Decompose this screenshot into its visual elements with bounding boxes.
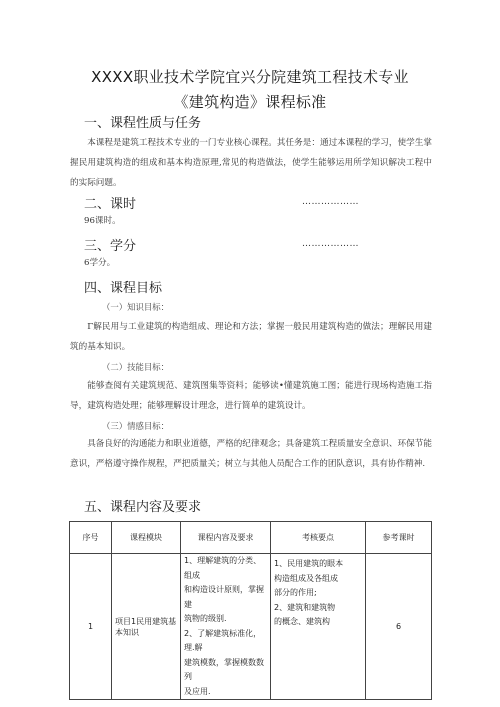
cell-points [271, 554, 366, 700]
section-heading-nature: 一、课程性质与任务 [84, 116, 202, 131]
cell-hours: 6 [366, 554, 432, 700]
header-module: 课程模块 [112, 522, 181, 554]
table-header-row [70, 522, 432, 554]
points-line: 构造组成及各组成 [274, 573, 338, 583]
content-line: 建筑模数，掌握模数数列 [184, 657, 264, 681]
skill-objective-label: （二）技能目标： [102, 362, 169, 372]
points-line: 的概念、建筑构 [274, 617, 330, 626]
section-heading-content: 五、课程内容及要求 [84, 500, 202, 515]
cell-module: 项目1民用建筑基本知识 [112, 554, 181, 700]
content-line: 及应用. [184, 686, 211, 696]
credits-leader-dots: ……………… [302, 239, 359, 249]
credits-value: 6学分。 [84, 258, 116, 268]
points-line: 1、民用建筑的眼本 [274, 559, 344, 568]
section-text-nature: 本课程是建筑工程技术专业的一门专业核心课程。其任务是：通过本课程的学习，使学生掌握民用建筑构造的组成和基本构造原理,常见的构造做法，使学生能够运用所学知识解决工程中的实际问题。 [70, 138, 432, 188]
content-line: 2、了解建筑标准化，理.解 [184, 628, 262, 652]
emotion-objective-text: 具备良好的沟通能力和职业道德，严格的纪律观念；具备建筑工程质量安全意识、环保节能意识，严格遵守操作规程，严把质量关；树立与其他人员配合工作的团队意识，具有协作精神. [70, 439, 432, 469]
content-line: 筑物的级别. [184, 614, 227, 623]
content-line: 和构造设计原则，掌握建 [184, 585, 264, 609]
cell-content [181, 554, 271, 700]
header-points: 考核要点 [271, 522, 366, 554]
knowledge-objective-text: Γ解民用与工业建筑的构造组成、理论和方法；掌握一般民用建筑构造的做法；理解民用建筑的基本知识。 [70, 322, 432, 352]
skill-objective-text: 能够查阅有关建筑规范、建筑图集等资料；能够读•懂建筑施工图；能进行现场构造施工指导，建筑构造处理；能够理解设计理念，进行简单的建筑设计。 [70, 381, 432, 411]
hours-leader-dots: ……………… [302, 197, 359, 207]
points-line: 2、建筑和建筑物 [274, 602, 336, 612]
section-heading-objectives: 四、课程目标 [84, 281, 163, 296]
header-serial: 序号 [70, 522, 112, 554]
knowledge-objective-label: （一）知识目标： [102, 302, 169, 312]
header-content: 课程内容及要求 [181, 522, 271, 554]
emotion-objective-label: （三）情感目标： [102, 421, 169, 431]
document-title-line2: 《建筑构造》课程标准 [173, 93, 327, 111]
content-line: 1、理解建筑的分类、组成 [184, 556, 262, 580]
table-row [70, 554, 432, 700]
course-content-table [69, 521, 432, 700]
header-hours: 参考课时 [366, 522, 432, 554]
section-heading-credits: 三、学分 [84, 239, 137, 254]
cell-serial: 1 [70, 554, 112, 700]
points-line: 部分的作用; [274, 588, 317, 597]
document-title-line1: XXXX职业技术学院宜兴分院建筑工程技术专业 [91, 68, 409, 86]
hours-value: 96课时。 [84, 216, 121, 226]
section-heading-hours: 二、课时 [84, 197, 137, 212]
